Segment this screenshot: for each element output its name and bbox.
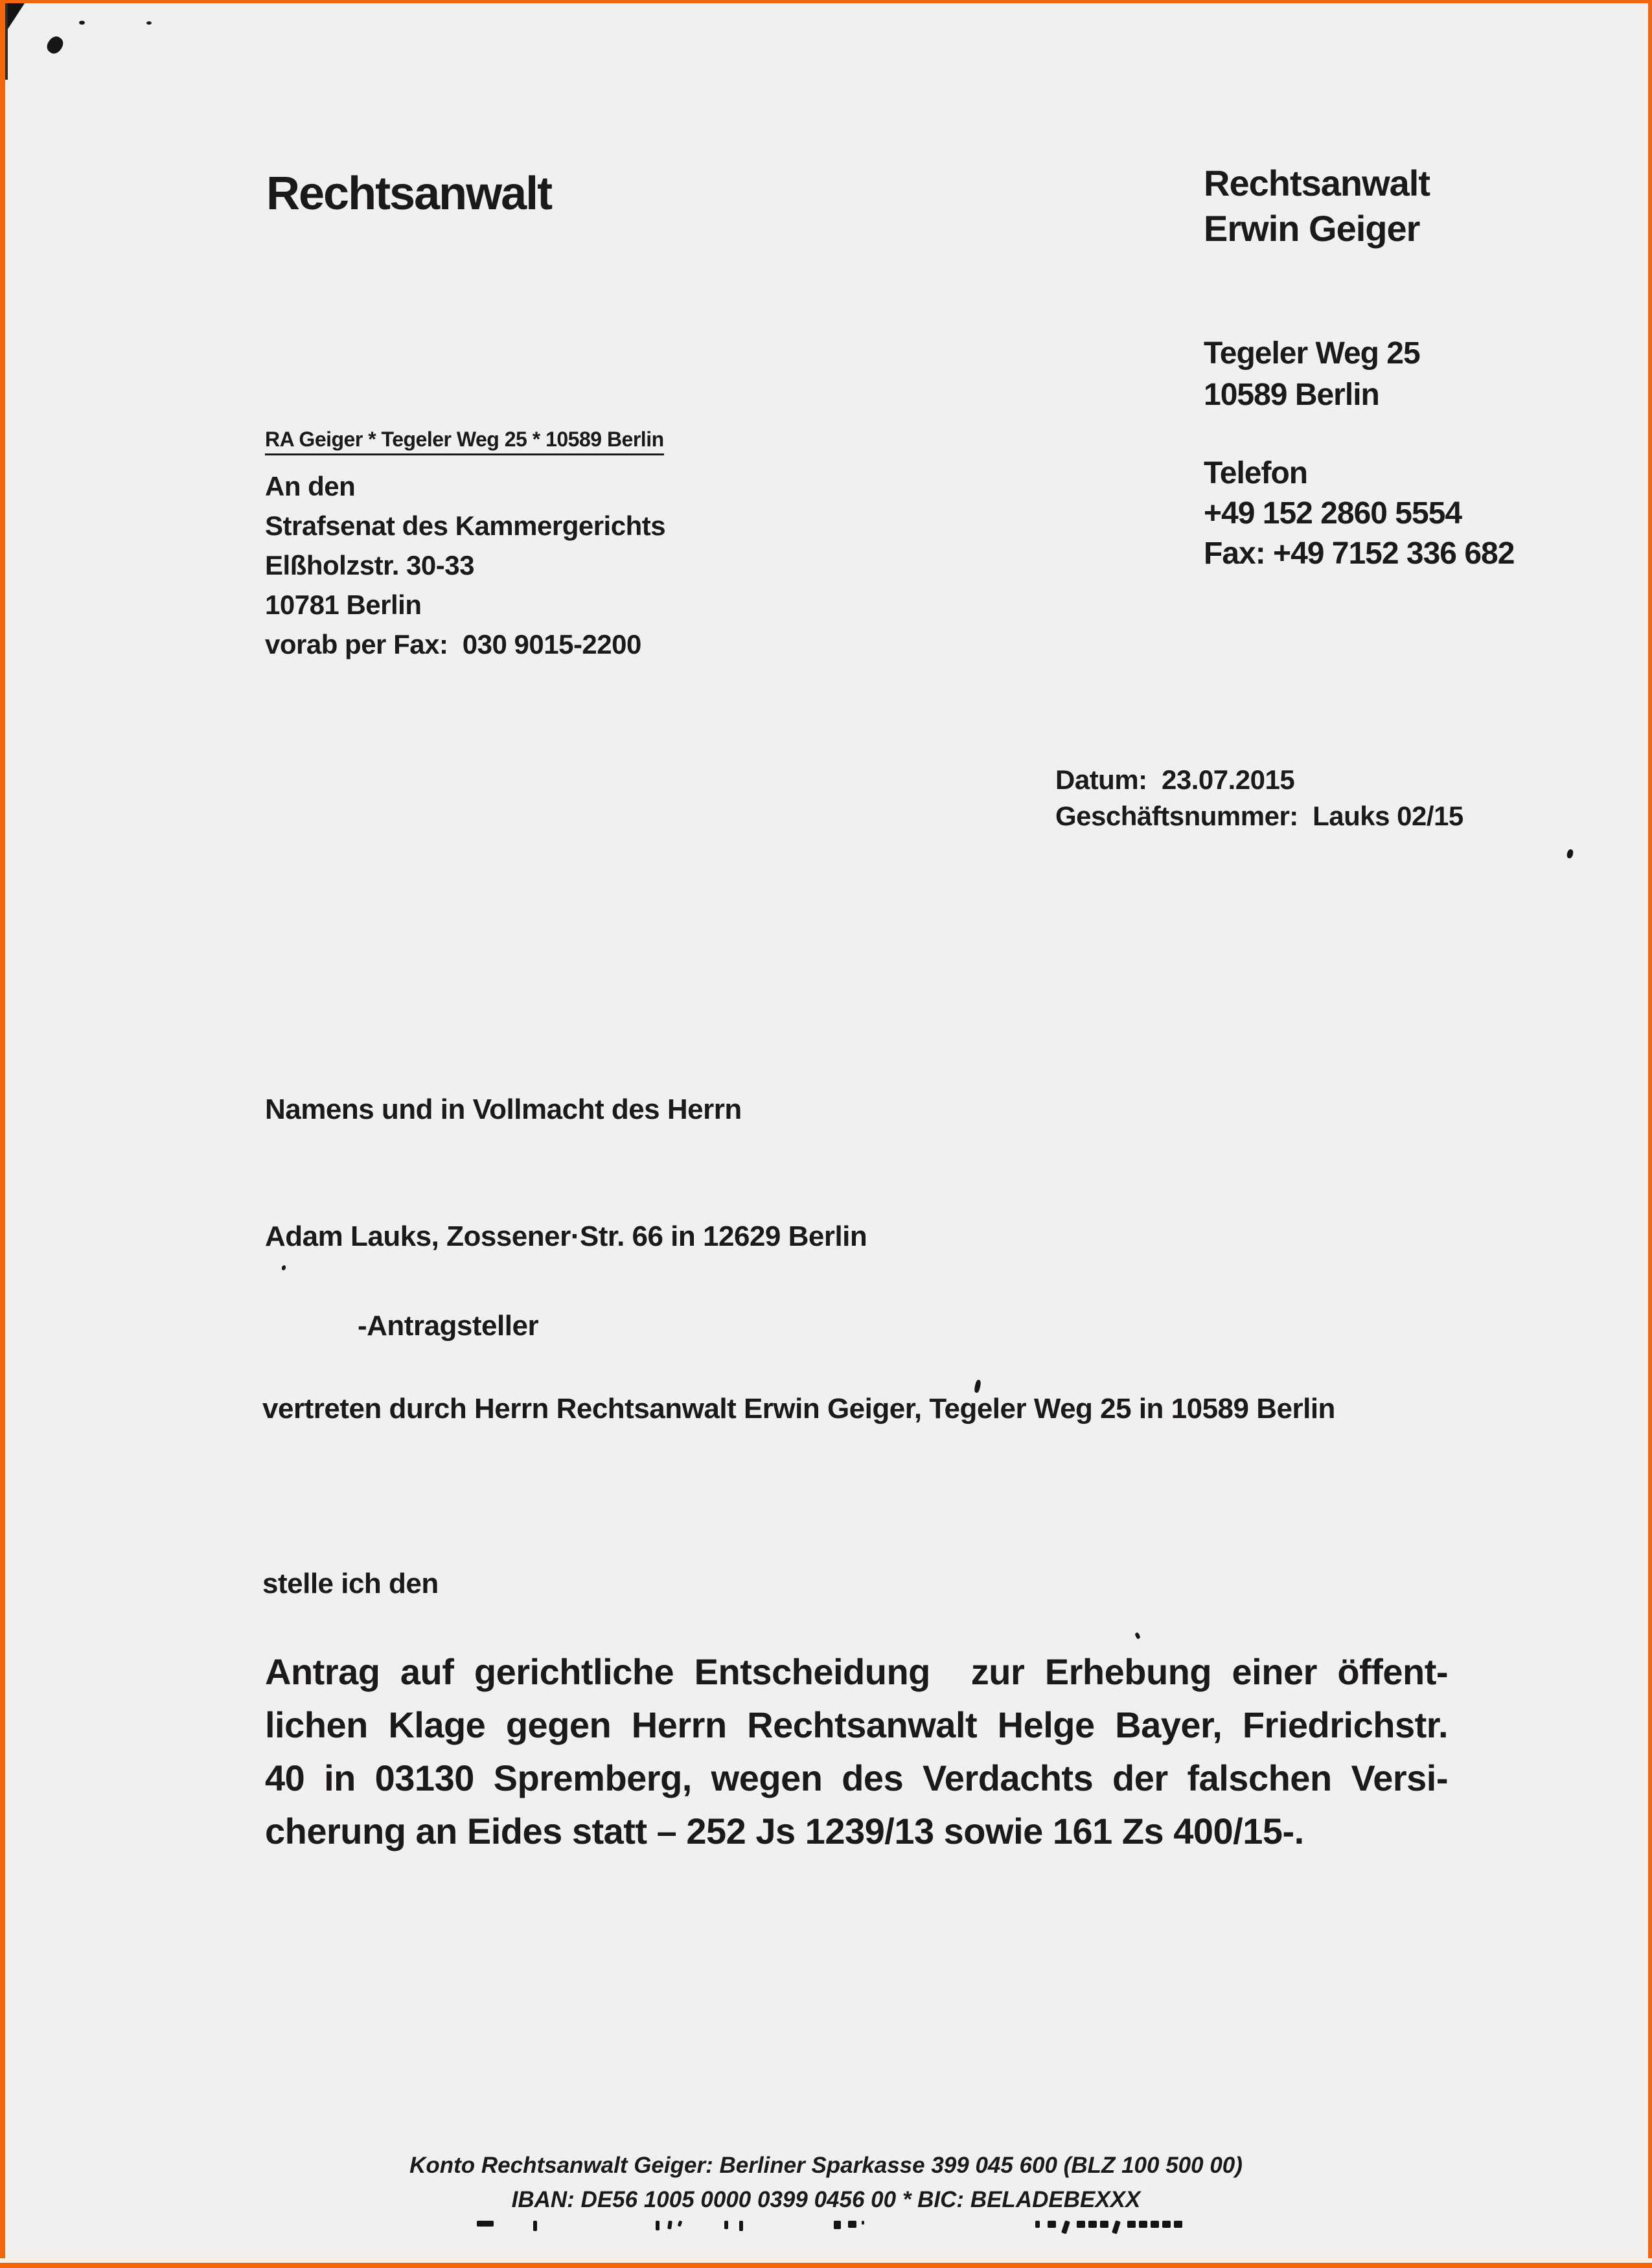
cutoff-glyph-top xyxy=(1035,2221,1040,2228)
cutoff-glyph-top xyxy=(1048,2221,1056,2228)
footer-bank-details xyxy=(0,2148,1652,2217)
cutoff-glyph-top xyxy=(1139,2221,1147,2228)
cutoff-glyph-top xyxy=(1127,2221,1136,2228)
scan-speck xyxy=(79,21,85,25)
lead-in-line: stelle ich den xyxy=(262,1568,439,1599)
lawyer-phone-block xyxy=(1204,453,1514,574)
scan-speck xyxy=(974,1379,981,1393)
cutoff-glyph-top xyxy=(533,2221,537,2231)
case-number-line: Geschäftsnummer: Lauks 02/15 xyxy=(1055,801,1463,831)
scan-speck xyxy=(1566,849,1574,859)
scan-speck xyxy=(281,1265,286,1271)
recipient-line-1: An den xyxy=(265,471,356,501)
date-reference-block xyxy=(1055,762,1463,834)
lawyer-title: Rechtsanwalt xyxy=(1204,163,1430,203)
cutoff-glyph-top xyxy=(1174,2221,1182,2228)
scan-speck xyxy=(146,21,152,25)
recipient-line-5: vorab per Fax: 030 9015-2200 xyxy=(265,629,641,659)
cutoff-glyph-top xyxy=(1061,2220,1070,2234)
recipient-line-3: Elßholzstr. 30-33 xyxy=(265,550,474,580)
cutoff-glyph-top xyxy=(477,2221,494,2227)
page-border-left xyxy=(0,0,5,2268)
page-border-bottom xyxy=(0,2263,1652,2268)
scan-corner-wedge-artifact xyxy=(5,3,25,33)
page-border-top xyxy=(0,0,1652,3)
motion-line-4: cherung an Eides statt – 252 Js 1239/13 sowie 161 Zs 400/15-. xyxy=(265,1811,1304,1851)
cutoff-glyph-top xyxy=(724,2221,728,2229)
page-border-right xyxy=(1648,0,1652,2268)
client-role-line: -Antragsteller xyxy=(358,1310,539,1342)
footer-account-line: Konto Rechtsanwalt Geiger: Berliner Sparkasse 399 045 600 (BLZ 100 500 00) xyxy=(409,2153,1243,2178)
phone-number: +49 152 2860 5554 xyxy=(1204,496,1462,531)
scan-speck xyxy=(1134,1632,1141,1640)
lawyer-city: 10589 Berlin xyxy=(1204,378,1379,412)
letterhead-right-block xyxy=(1204,161,1430,251)
recipient-line-2: Strafsenat des Kammergerichts xyxy=(265,510,666,541)
recipient-address-block xyxy=(265,466,665,664)
cutoff-glyph-top xyxy=(656,2221,660,2230)
fax-number: Fax: +49 7152 336 682 xyxy=(1204,536,1515,571)
cutoff-glyph-top xyxy=(1162,2221,1171,2228)
cutoff-glyph-top xyxy=(678,2220,683,2227)
sender-return-address-line: RA Geiger * Tegeler Weg 25 * 10589 Berlin xyxy=(265,428,664,455)
cutoff-glyph-top xyxy=(834,2221,841,2229)
body-intro-line: Namens und in Vollmacht des Herrn xyxy=(265,1094,742,1125)
cutoff-glyph-top xyxy=(1112,2220,1121,2234)
phone-label: Telefon xyxy=(1204,456,1308,490)
date-line: Datum: 23.07.2015 xyxy=(1055,764,1295,795)
motion-line-1: Antrag auf gerichtliche Entscheidung zur Erhebung einer öffent- xyxy=(265,1651,1448,1692)
lawyer-street: Tegeler Weg 25 xyxy=(1204,336,1420,371)
cutoff-glyph-top xyxy=(1151,2221,1159,2228)
client-name-line: Adam Lauks, Zossener·Str. 66 in 12629 Berlin xyxy=(265,1220,867,1252)
cutoff-glyph-top xyxy=(862,2221,864,2225)
motion-line-2: lichen Klage gegen Herrn Rechtsanwalt Helge Bayer, Friedrichstr. xyxy=(265,1704,1448,1745)
motion-line-3: 40 in 03130 Spremberg, wegen des Verdachts der falschen Versi- xyxy=(265,1758,1448,1798)
cutoff-glyph-top xyxy=(1077,2221,1085,2228)
cutoff-glyph-top xyxy=(667,2221,672,2230)
cutoff-glyph-top xyxy=(1100,2221,1108,2228)
letterhead-title-left: Rechtsanwalt xyxy=(266,168,552,220)
motion-bold-paragraph xyxy=(265,1645,1448,1858)
cutoff-glyph-top xyxy=(1088,2221,1097,2228)
representation-line: vertreten durch Herrn Rechtsanwalt Erwin Geiger, Tegeler Weg 25 in 10589 Berlin xyxy=(262,1393,1335,1425)
lawyer-name: Erwin Geiger xyxy=(1204,208,1420,249)
scan-speck xyxy=(44,34,66,56)
lawyer-address-block xyxy=(1204,333,1420,416)
cutoff-glyph-top xyxy=(739,2221,743,2231)
recipient-line-4: 10781 Berlin xyxy=(265,590,422,620)
cutoff-glyph-top xyxy=(848,2221,856,2228)
footer-iban-line: IBAN: DE56 1005 0000 0399 0456 00 * BIC: BELADEBEXXX xyxy=(511,2187,1141,2212)
scan-edge-streak-artifact xyxy=(5,3,8,80)
